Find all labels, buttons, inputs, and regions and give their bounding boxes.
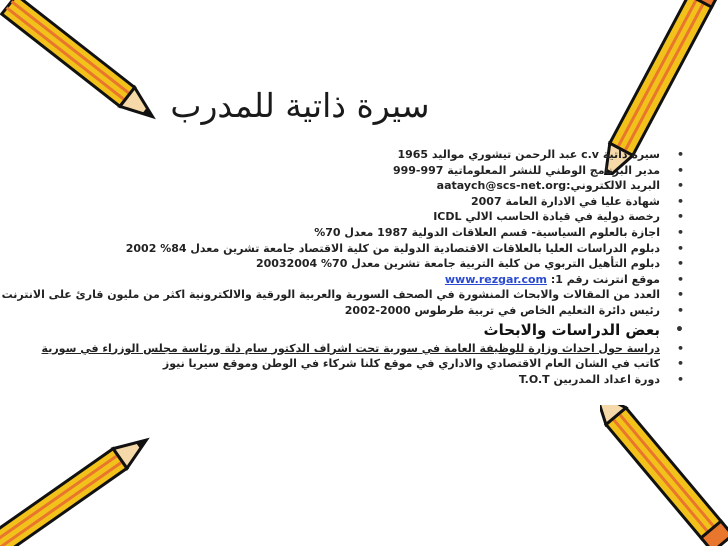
pencil-icon xyxy=(0,0,160,130)
website-suffix: :1 xyxy=(547,272,563,286)
slide-title: سيرة ذاتية للمدرب xyxy=(170,86,430,125)
website-prefix: موقع انترنت رقم xyxy=(566,272,660,286)
list-item: • رخصة دولية في قيادة الحاسب الالي ICDL xyxy=(0,209,660,225)
section-heading: • بعض الدراسات والابحاث xyxy=(0,319,660,341)
list-item: • كاتب في الشان العام الاقتصادي والاداري في موقع كلنا شركاء في الوطن وموقع سيريا نيوز xyxy=(0,356,660,372)
list-item: • رئيس دائرة التعليم الخاص في تربية طرطوس 2000-2002 xyxy=(0,303,660,319)
list-item: • سيرة ذاتية c.v عبد الرحمن تيشوري مواليد 1965 xyxy=(0,147,660,163)
list-item: • البريد الالكتروني:aataych@scs-net.org xyxy=(0,178,660,194)
list-item: • شهادة عليا في الادارة العامة 2007 xyxy=(0,194,660,210)
list-item: • دورة اعداد المدربين T.O.T xyxy=(0,372,660,388)
pencil-icon xyxy=(0,430,150,546)
list-item: • دراسة حول احداث وزارة للوظيفة العامة في سورية تحت اشراف الدكتور سام دلة ورئاسة مجلس الوزراء في سورية xyxy=(0,341,660,357)
website-link[interactable]: www.rezgar.com xyxy=(444,272,547,286)
pencil-icon xyxy=(600,405,728,546)
list-item-website xyxy=(0,272,660,288)
list-item: • العدد من المقالات والابحاث المنشورة في الصحف السورية والعربية الورقية والالكترونية اكثر من مليون قارئ على الانترنت xyxy=(0,287,660,303)
list-item: • اجازة بالعلوم السياسية- قسم العلاقات الدولية 1987 معدل 70% xyxy=(0,225,660,241)
list-item: • دبلوم الدراسات العليا بالعلاقات الاقتصادية الدولية من كلية الاقتصاد جامعة تشرين معدل 84% 2002 xyxy=(0,241,660,257)
list-item: • دبلوم التأهيل التربوي من كلية التربية جامعة تشرين معدل 70% 20032004 xyxy=(0,256,660,272)
list-item: • مدير البرنامج الوطني للنشر المعلوماتية 997-999 xyxy=(0,163,660,179)
bullet-list xyxy=(0,147,660,387)
